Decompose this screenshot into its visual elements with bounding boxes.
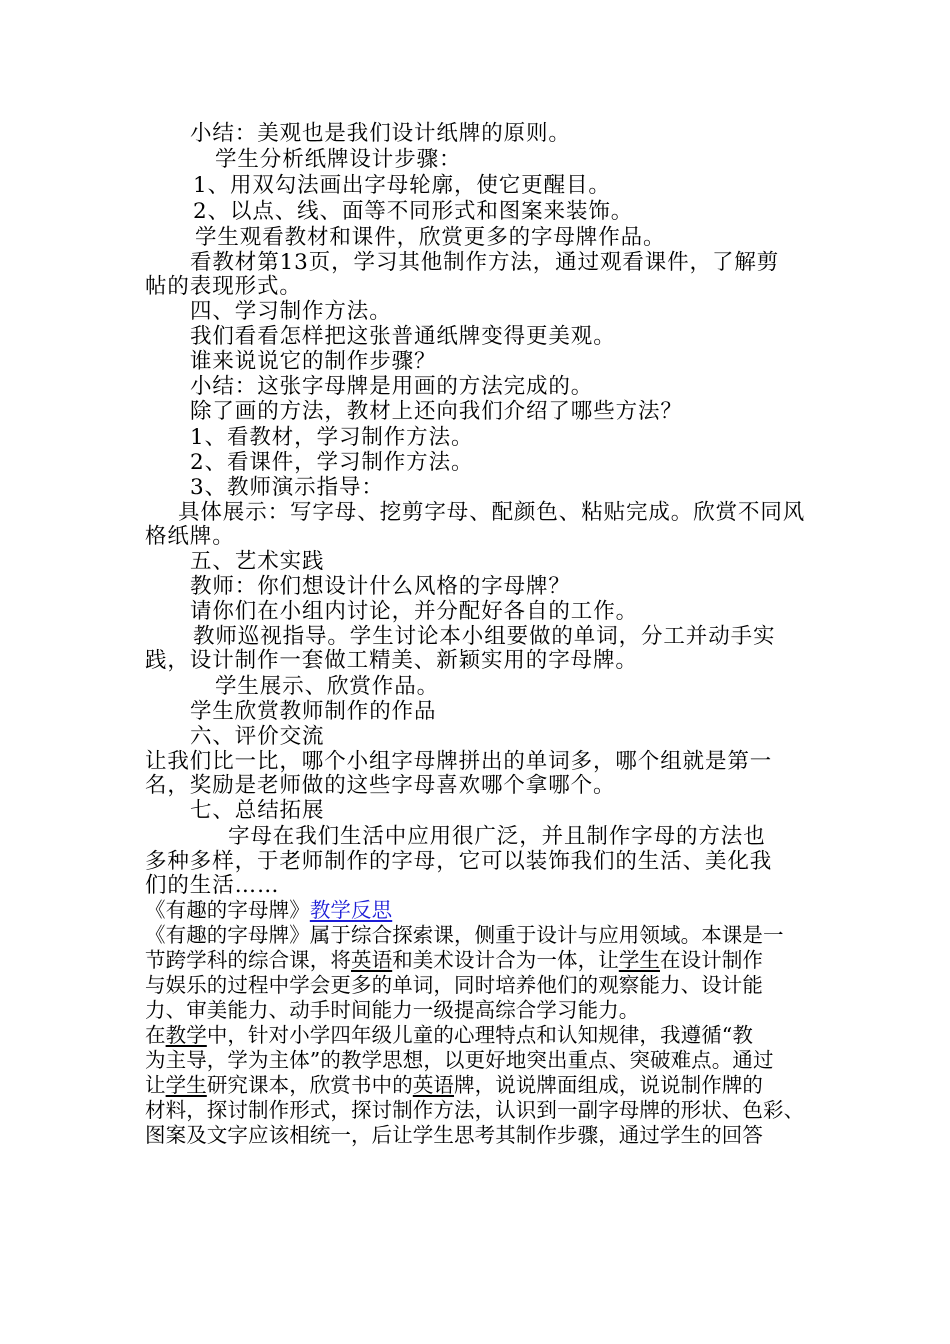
teaching-link[interactable]: 教学: [165, 1023, 207, 1047]
paragraph-line: 学生分析纸牌设计步骤：: [215, 147, 462, 172]
section-heading: 六、评价交流: [190, 724, 325, 749]
section-heading: 五、艺术实践: [190, 549, 325, 574]
text-span: 研究课本，欣赏书中的: [206, 1073, 413, 1097]
text-span: 在设计制作: [660, 948, 764, 972]
paragraph-line: 看教材第13页，学习其他制作方法，通过观看课件，了解剪: [190, 250, 780, 275]
paragraph-line: 字母在我们生活中应用很广泛，并且制作字母的方法也: [228, 824, 766, 849]
paragraph-line: 让我们比一比，哪个小组字母牌拼出的单词多，哪个组就是第一: [145, 749, 773, 774]
paragraph-line: 学生展示、欣赏作品。: [215, 674, 440, 699]
paragraph-line: 学生欣赏教师制作的作品: [190, 699, 437, 724]
english-link[interactable]: 英语: [351, 948, 393, 972]
paragraph-line: 具体展示：写字母、挖剪字母、配颜色、粘贴完成。欣赏不同风: [178, 500, 806, 525]
paragraph-line: 除了画的方法，教材上还向我们介绍了哪些方法？: [190, 399, 683, 424]
paragraph-line: 格纸牌。: [145, 524, 235, 549]
paragraph-line: [145, 1075, 763, 1096]
paragraph-line: 帖的表现形式。: [145, 274, 302, 299]
paragraph-line: 请你们在小组内讨论，并分配好各自的工作。: [190, 599, 639, 624]
summary-line: 小结：美观也是我们设计纸牌的原则。: [190, 121, 571, 146]
text-span: 在: [145, 1023, 166, 1047]
paragraph-line: 为主导，学为主体”的教学思想，以更好地突出重点、突破难点。通过: [145, 1048, 774, 1072]
text-span: 中，针对小学四年级儿童的心理特点和认知规律，我遵循“教: [206, 1023, 753, 1047]
student-link[interactable]: 学生: [165, 1073, 207, 1097]
teaching-reflection-link[interactable]: 教学反思: [309, 898, 393, 922]
section-heading: 七、总结拓展: [190, 798, 325, 823]
paragraph-line: 我们看看怎样把这张普通纸牌变得更美观。: [190, 324, 616, 349]
list-item: 1、用双勾法画出字母轮廓，使它更醒目。: [193, 173, 611, 198]
list-item: 2、看课件，学习制作方法。: [190, 450, 474, 475]
paragraph-line: 图案及文字应该相统一，后让学生思考其制作步骤，通过学生的回答: [145, 1123, 763, 1147]
reflection-title-text: 《有趣的字母牌》: [145, 898, 310, 922]
text-span: 让: [145, 1073, 166, 1097]
paragraph-line: [145, 1025, 753, 1046]
reflection-title: [145, 900, 392, 921]
section-heading: 四、学习制作方法。: [190, 299, 392, 324]
paragraph-line: 们的生活……: [145, 873, 280, 898]
paragraph-line: 教师巡视指导。学生讨论本小组要做的单词，分工并动手实: [193, 624, 776, 649]
summary-line: 小结：这张字母牌是用画的方法完成的。: [190, 374, 594, 399]
paragraph-line: 名，奖励是老师做的这些字母喜欢哪个拿哪个。: [145, 773, 616, 798]
paragraph-line: 多种多样，于老师制作的字母，它可以装饰我们的生活、美化我: [145, 849, 773, 874]
list-item: 1、看教材，学习制作方法。: [190, 425, 474, 450]
paragraph-line: 与娱乐的过程中学会更多的单词，同时培养他们的观察能力、设计能: [145, 973, 763, 997]
paragraph-line: [145, 950, 763, 971]
list-item: 3、教师演示指导：: [190, 475, 384, 500]
paragraph-line: 《有趣的字母牌》属于综合探索课，侧重于设计与应用领域。本课是一: [145, 923, 784, 947]
paragraph-line: 践，设计制作一套做工精美、新颖实用的字母牌。: [145, 648, 638, 673]
list-item: 2、以点、线、面等不同形式和图案来装饰。: [193, 199, 634, 224]
text-span: 和美术设计合为一体，让: [392, 948, 619, 972]
student-link[interactable]: 学生: [618, 948, 661, 972]
paragraph-line: 学生观看教材和课件，欣赏更多的字母牌作品。: [195, 225, 666, 250]
text-span: 节跨学科的综合课，将: [145, 948, 351, 972]
english-link[interactable]: 英语: [412, 1073, 455, 1097]
text-span: 牌，说说牌面组成，说说制作牌的: [454, 1073, 764, 1097]
paragraph-line: 教师：你们想设计什么风格的字母牌？: [190, 574, 571, 599]
paragraph-line: 材料，探讨制作形式，探讨制作方法，认识到一副字母牌的形状、色彩、: [145, 1098, 805, 1122]
paragraph-line: 力、审美能力、动手时间能力一级提高综合学习能力。: [145, 998, 640, 1022]
paragraph-line: 谁来说说它的制作步骤？: [190, 349, 437, 374]
